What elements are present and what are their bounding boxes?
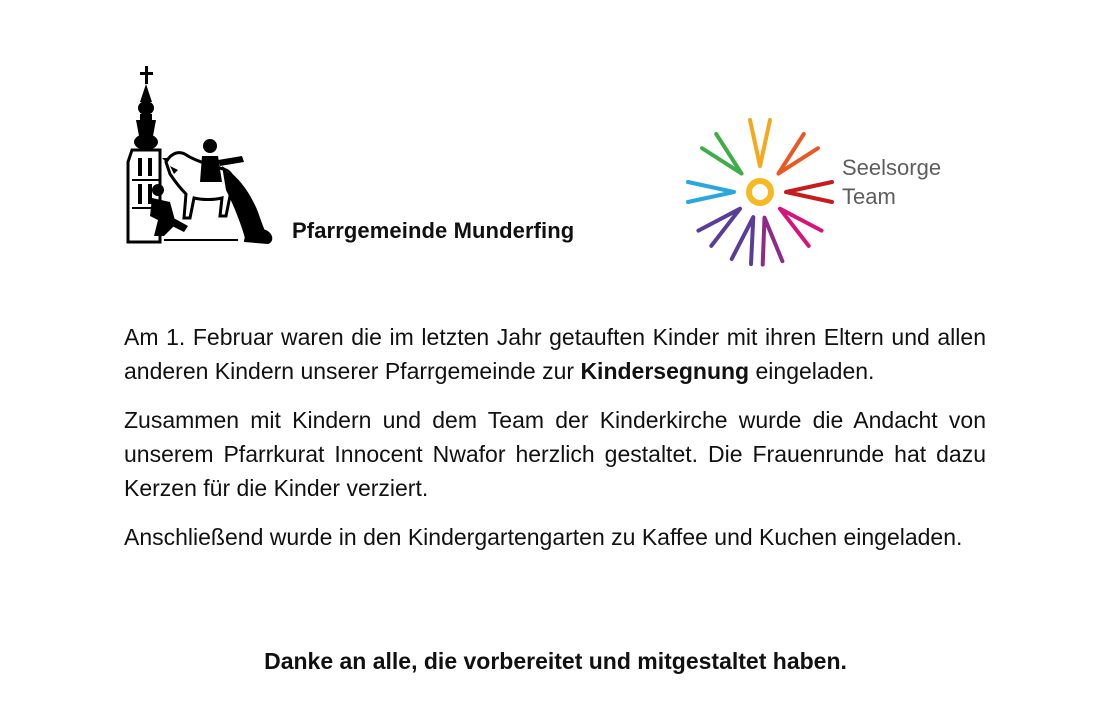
article-body [124, 320, 986, 569]
paragraph-1 [124, 320, 986, 388]
logo-ray [702, 134, 742, 174]
paragraph-3: Anschließend wurde in den Kindergartengarten zu Kaffee und Kuchen eingeladen. [124, 524, 963, 550]
logo-ray [780, 209, 822, 246]
paragraph-1-text-end: eingeladen. [749, 358, 875, 384]
team-logo-text [842, 153, 941, 211]
logo-ray [732, 217, 754, 264]
team-logo-line2: Team [842, 184, 896, 209]
logo-ray [778, 134, 818, 174]
paragraph-2: Zusammen mit Kindern und dem Team der Kinderkirche wurde die Andacht von unserem Pfarrkurat Innocent Nwafor herzlich gestaltet. Die Frauenrunde hat dazu Kerzen für die Kinder verziert. [124, 407, 986, 501]
team-logo-line1: Seelsorge [842, 155, 942, 180]
logo-ray [698, 209, 740, 246]
church-logo-icon [118, 66, 278, 246]
thank-you-line: Danke an alle, die vorbereitet und mitgestaltet haben. [264, 648, 847, 674]
logo-sun-center [749, 181, 771, 203]
logo-ray [750, 120, 770, 166]
parish-name: Pfarrgemeinde Munderfing [292, 218, 575, 243]
logo-ray [786, 182, 832, 202]
logo-ray [763, 218, 783, 265]
paragraph-1-text-start: Am 1. Februar waren die im letzten Jahr getauften Kinder mit ihren Eltern und allen anderen Kindern unserer Pfarrgemeinde zur [124, 324, 986, 384]
logo-ray [688, 182, 734, 202]
paragraph-1-bold-term: Kindersegnung [580, 358, 750, 384]
seelsorge-team-logo-icon [676, 112, 846, 280]
